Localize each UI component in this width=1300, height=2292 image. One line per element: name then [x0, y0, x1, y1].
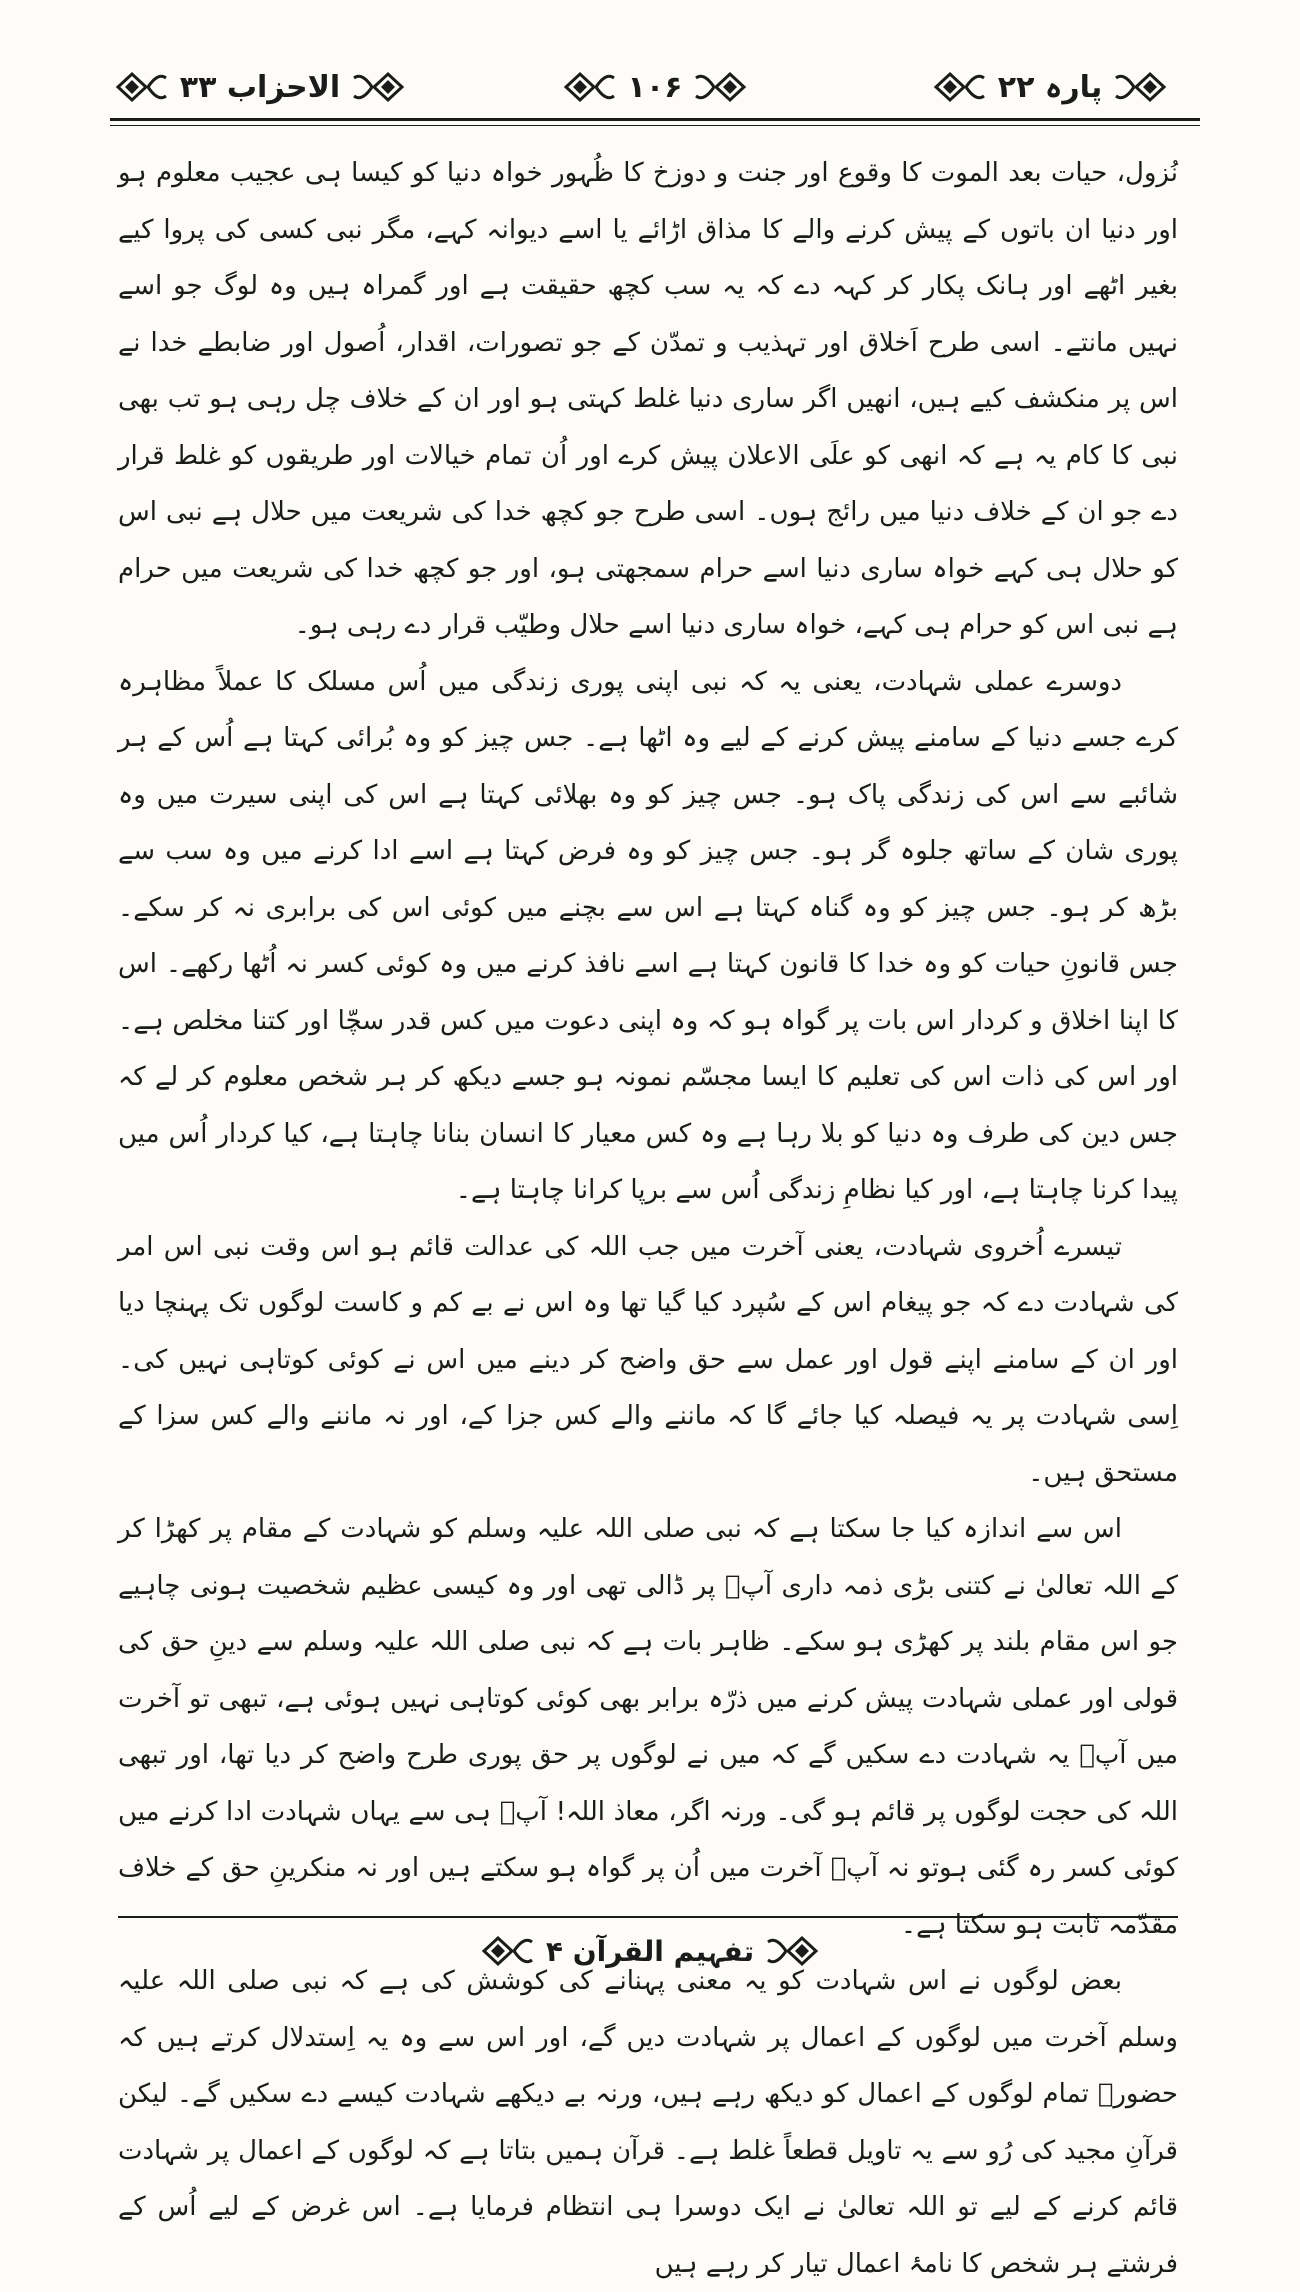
floral-ornament-icon: [478, 1928, 536, 1974]
floral-ornament-icon: [560, 64, 618, 110]
page-footer: [0, 1926, 1300, 1976]
paragraph: اس سے اندازہ کیا جا سکتا ہے کہ نبی صلی اللہ علیہ وسلم کو شہادت کے مقام پر کھڑا کر کے اللہ تعالیٰ نے کتنی بڑی ذمہ داری آپؐ پر ڈالی تھی اور وہ کیسی عظیم شخصیت ہونی چاہیے جو اس مقام بلند پر کھڑی ہو سکے۔ ظاہر بات ہے کہ نبی صلی اللہ علیہ وسلم سے دینِ حق کی قولی اور عملی شہادت پیش کرنے میں ذرّہ برابر بھی کوئی کوتاہی نہیں ہوئی ہے، تبھی تو آخرت میں آپؐ یہ شہادت دے سکیں گے کہ میں نے لوگوں پر حق پوری طرح واضح کر دیا تھا، اور تبھی اللہ کی حجت لوگوں پر قائم ہو گی۔ ورنہ اگر، معاذ اللہ! آپؐ ہی سے یہاں شہادت ادا کرنے میں کوئی کسر رہ گئی ہوتو نہ آپؐ آخرت میں اُن پر گواہ ہو سکتے ہیں اور نہ منکرینِ حق کے خلاف مقدّمہ ثابت ہو سکتا ہے۔: [118, 1514, 1178, 1940]
page-number: ۱۰۶: [627, 69, 683, 105]
floral-ornament-icon: [350, 64, 408, 110]
paragraph: تیسرے اُخروی شہادت، یعنی آخرت میں جب اللہ کی عدالت قائم ہو اس وقت نبی اس امر کی شہادت دے کہ جو پیغام اس کے سُپرد کیا گیا تھا وہ اس نے بے کم و کاست لوگوں تک پہنچا دیا اور ان کے سامنے اپنے قول اور عمل سے حق واضح کر دینے میں اس نے کوئی کوتاہی نہیں کی۔ اِسی شہادت پر یہ فیصلہ کیا جائے گا کہ ماننے والے کس جزا کے، اور نہ ماننے والے کس سزا کے مستحق ہیں۔: [118, 1231, 1178, 1488]
floral-ornament-icon: [764, 1928, 822, 1974]
surah-name: الاحزاب ۳۳: [179, 69, 341, 105]
para-number: پارہ ۲۲: [997, 69, 1103, 105]
floral-ornament-icon: [1112, 64, 1170, 110]
floral-ornament-icon: [930, 64, 988, 110]
header-rule: [110, 118, 1200, 121]
header-rule-thin: [110, 125, 1200, 126]
page-header: [110, 58, 1200, 130]
paragraph: بعض لوگوں نے اس شہادت کو یہ معنی پہنانے کی کوشش کی ہے کہ نبی صلی اللہ علیہ وسلم آخرت میں لوگوں کے اعمال پر شہادت دیں گے، اور اس سے وہ یہ اِستدلال کرتے ہیں کہ حضورؐ تمام لوگوں کے اعمال کو دیکھ رہے ہیں، ورنہ بے دیکھے شہادت کیسے دے سکیں گے۔ لیکن قرآنِ مجید کی رُو سے یہ تاویل قطعاً غلط ہے۔ قرآن ہمیں بتاتا ہے کہ لوگوں کے اعمال پر شہادت قائم کرنے کے لیے تو اللہ تعالیٰ نے ایک دوسرا ہی انتظام فرمایا ہے۔ اس غرض کے لیے اُس کے فرشتے ہر شخص کا نامۂ اعمال تیار کر رہے ہیں: [118, 1966, 1178, 2279]
floral-ornament-icon: [112, 64, 170, 110]
book-title: تفہیم القرآن ۴: [545, 1934, 755, 1968]
paragraph: دوسرے عملی شہادت، یعنی یہ کہ نبی اپنی پوری زندگی میں اُس مسلک کا عملاً مظاہرہ کرے جسے دنیا کے سامنے پیش کرنے کے لیے وہ اٹھا ہے۔ جس چیز کو وہ بُرائی کہتا ہے اُس کے ہر شائبے سے اس کی زندگی پاک ہو۔ جس چیز کو وہ بھلائی کہتا ہے اس کی اپنی سیرت میں وہ پوری شان کے ساتھ جلوہ گر ہو۔ جس چیز کو وہ فرض کہتا ہے اسے ادا کرنے میں وہ سب سے بڑھ کر ہو۔ جس چیز کو وہ گناہ کہتا ہے اس سے بچنے میں کوئی اس کی برابری نہ کر سکے۔ جس قانونِ حیات کو وہ خدا کا قانون کہتا ہے اسے نافذ کرنے میں وہ کوئی کسر نہ اُٹھا رکھے۔ اس کا اپنا اخلاق و کردار اس بات پر گواہ ہو کہ وہ اپنی دعوت میں کس قدر سچّا اور کتنا مخلص ہے۔ اور اس کی ذات اس کی تعلیم کا ایسا مجسّم نمونہ ہو جسے دیکھ کر ہر شخص معلوم کر لے کہ جس دین کی طرف وہ دنیا کو بلا رہا ہے وہ کس معیار کا انسان بنانا چاہتا ہے، کیا کردار اُس میں پیدا کرنا چاہتا ہے، اور کیا نظامِ زندگی اُس سے برپا کرانا چاہتا ہے۔: [118, 666, 1178, 1205]
footer-rule: [118, 1916, 1178, 1918]
page-number-cartouche: [540, 64, 770, 110]
paragraph: نُزول، حیات بعد الموت کا وقوع اور جنت و دوزخ کا ظُہور خواہ دنیا کو کیسا ہی عجیب معلوم ہو اور دنیا ان باتوں کے پیش کرنے والے کا مذاق اڑائے یا اسے دیوانہ کہے، مگر نبی کسی کی پروا کیے بغیر اٹھے اور ہانک پکار کر کہہ دے کہ یہ سب کچھ حقیقت ہے اور گمراہ ہیں وہ لوگ جو اسے نہیں مانتے۔ اسی طرح اَخلاق اور تہذیب و تمدّن کے جو تصورات، اقدار، اُصول اور ضابطے خدا نے اس پر منکشف کیے ہیں، انھیں اگر ساری دنیا غلط کہتی ہو اور ان کے خلاف چل رہی ہو تب بھی نبی کا کام یہ ہے کہ انھی کو علَی الاعلان پیش کرے اور اُن تمام خیالات اور طریقوں کو غلط قرار دے جو ان کے خلاف دنیا میں رائج ہوں۔ اسی طرح جو کچھ خدا کی شریعت میں حلال ہے نبی اس کو حلال ہی کہے خواہ ساری دنیا اسے حرام سمجھتی ہو، اور جو کچھ خدا کی شریعت میں حرام ہے نبی اس کو حرام ہی کہے، خواہ ساری دنیا اسے حلال وطیّب قرار دے رہی ہو۔: [118, 158, 1178, 640]
floral-ornament-icon: [692, 64, 750, 110]
para-cartouche: [900, 64, 1200, 110]
surah-cartouche: [110, 64, 410, 110]
